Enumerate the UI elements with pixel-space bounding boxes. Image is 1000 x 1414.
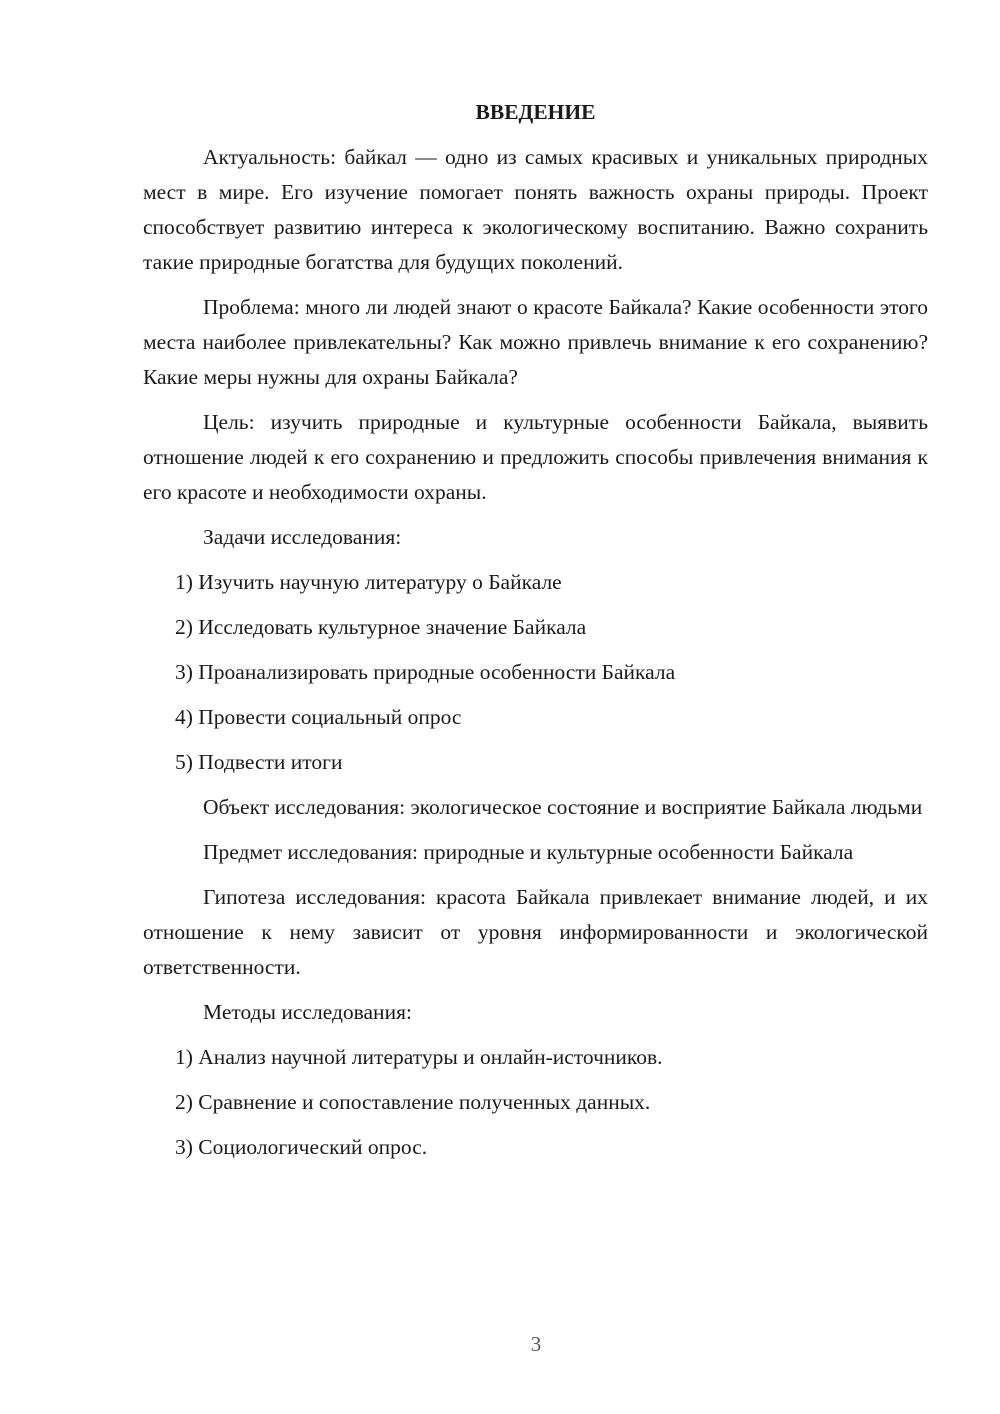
problem-paragraph: Проблема: много ли людей знают о красоте Байкала? Какие особенности этого места наиболее привлекательны? Как можно привлечь внимание к его сохранению? Какие меры нужны для охраны Байкала? — [143, 295, 928, 389]
list-item: 4) Провести социальный опрос — [175, 705, 462, 729]
subject-paragraph: Предмет исследования: природные и культурные особенности Байкала — [203, 840, 854, 864]
page-number: 3 — [530, 1332, 542, 1356]
list-item: 1) Изучить научную литературу о Байкале — [175, 570, 562, 594]
list-item: 3) Социологический опрос. — [175, 1135, 428, 1159]
section-title: ВВЕДЕНИЕ — [475, 100, 596, 124]
list-item: 3) Проанализировать природные особенности Байкала — [175, 660, 676, 684]
list-item: 2) Сравнение и сопоставление полученных данных. — [175, 1090, 651, 1114]
relevance-paragraph: Актуальность: байкал — одно из самых красивых и уникальных природных мест в мире. Его изучение помогает понять важность охраны природы. Проект способствует развитию интереса к экологическому воспитанию. Важно сохранить такие природные богатства для будущих поколений. — [143, 145, 928, 274]
list-item: 1) Анализ научной литературы и онлайн-источников. — [175, 1045, 663, 1069]
tasks-list — [143, 565, 928, 780]
goal-paragraph: Цель: изучить природные и культурные особенности Байкала, выявить отношение людей к его сохранению и предложить способы привлечения внимания к его красоте и необходимости охраны. — [143, 410, 928, 504]
methods-list — [143, 1040, 928, 1165]
methods-heading: Методы исследования: — [203, 1000, 412, 1024]
page-content — [143, 95, 928, 1175]
object-paragraph: Объект исследования: экологическое состояние и восприятие Байкала людьми — [203, 795, 923, 819]
list-item: 5) Подвести итоги — [175, 750, 343, 774]
tasks-heading: Задачи исследования: — [203, 525, 402, 549]
hypothesis-paragraph: Гипотеза исследования: красота Байкала привлекает внимание людей, и их отношение к нему зависит от уровня информированности и экологической ответственности. — [143, 885, 928, 979]
list-item: 2) Исследовать культурное значение Байкала — [175, 615, 587, 639]
